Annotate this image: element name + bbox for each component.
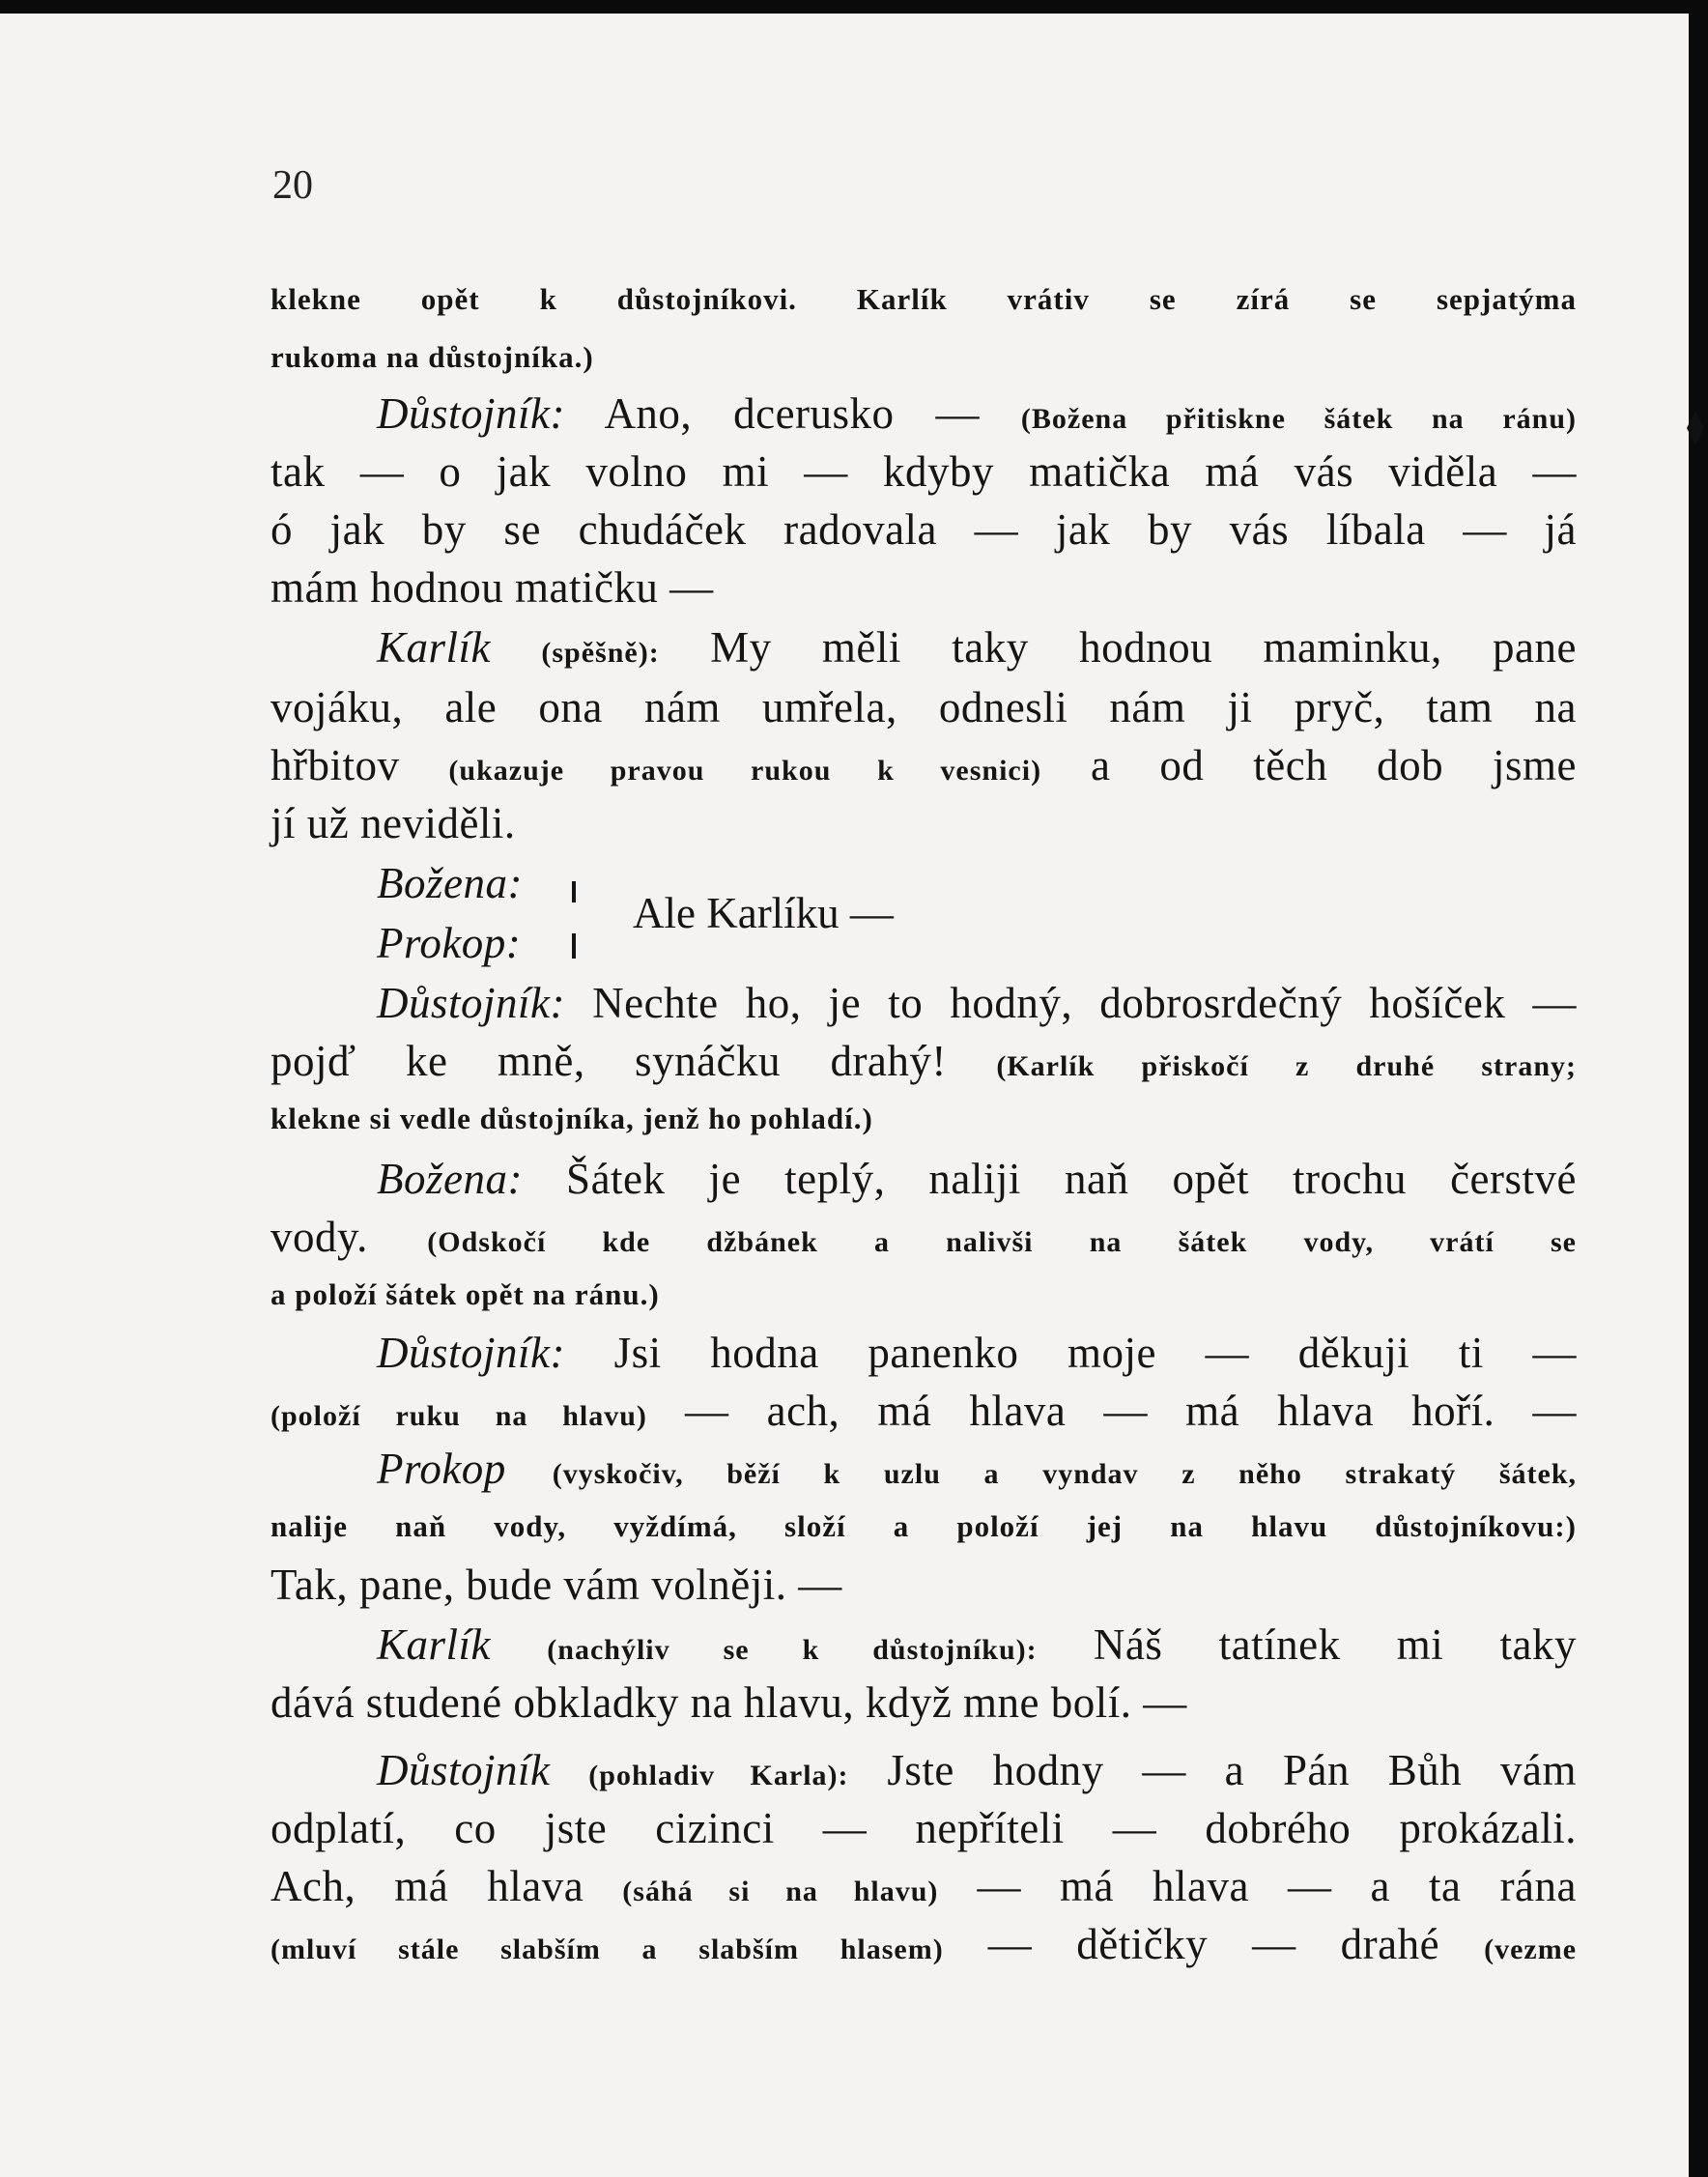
text-line [270, 1674, 1577, 1732]
speaker-name: Důstojník: [377, 979, 565, 1027]
text-line [270, 736, 1577, 800]
dialogue-text: a od těch dob jsme [1090, 741, 1578, 789]
text-line [377, 854, 667, 912]
speaker-name: Prokop: [377, 919, 522, 967]
text-line [270, 1266, 1577, 1324]
page-edge-marker [1687, 411, 1704, 428]
stage-direction: rukoma na důstojníka.) [270, 340, 594, 374]
dialogue-text: — dětičky — drahé [987, 1920, 1440, 1968]
dialogue-text: tak — o jak volno mi — kdyby matička má vás viděla — [270, 447, 1577, 496]
speaker-name: Důstojník: [377, 1329, 565, 1377]
dialogue-text: My měli taky hodnou maminku, pane [710, 623, 1577, 672]
brace-mark [572, 881, 576, 902]
text-line [377, 1440, 1577, 1504]
stage-direction: (sáhá si na hlavu) [622, 1876, 939, 1907]
page-number: 20 [272, 163, 313, 208]
stage-direction: (Božena přitiskne šátek na ránu) [1020, 403, 1577, 435]
stage-direction: nalije naň vody, vyždímá, složí a položí jej na hlavu důstojníkovu:) [270, 1509, 1577, 1543]
text-line [270, 443, 1577, 501]
stage-direction: (mluví stále slabším a slabším hlasem) [270, 1934, 944, 1965]
dialogue-text: — má hlava — a ta rána [977, 1862, 1578, 1910]
speaker-name: Božena: [377, 1155, 523, 1203]
stage-direction: (položí ruku na hlavu) [270, 1400, 647, 1432]
text-line [377, 1324, 1577, 1382]
text-line [270, 559, 1577, 616]
speaker-name: Karlík [377, 1620, 492, 1669]
stage-direction: klekne opět k důstojníkovi. Karlík vrátiv se zírá se sepjatýma [270, 282, 1577, 316]
text-line [377, 1150, 1577, 1208]
dialogue-text: Nechte ho, je to hodný, dobrosrdečný hošíček — [592, 979, 1577, 1027]
text-line [377, 1616, 1577, 1679]
dialogue-text: Šátek je teplý, naliji naň opět trochu čerstvé [566, 1155, 1578, 1203]
speaker-name: Božena: [377, 859, 523, 907]
stage-direction: (ukazuje pravou rukou k vesnici) [448, 755, 1042, 787]
dialogue-text: Jsi hodna panenko moje — děkuji ti — [613, 1329, 1577, 1377]
stage-direction: (Karlík přiskočí z druhé strany; [996, 1050, 1577, 1082]
text-line [377, 914, 667, 972]
page-edge-marker [1687, 428, 1704, 445]
text-line [270, 1498, 1577, 1556]
text-line [377, 1741, 1577, 1805]
text-line [270, 1857, 1577, 1921]
stage-direction: a položí šátek opět na ránu.) [270, 1277, 660, 1311]
dialogue-text: Ach, má hlava [270, 1862, 584, 1910]
dialogue-text: pojď ke mně, synáčku drahý! [270, 1037, 947, 1085]
stage-direction: (pohladiv Karla): [588, 1760, 849, 1791]
dialogue-text: hřbitov [270, 741, 400, 789]
text-line [270, 1032, 1577, 1096]
dialogue-text: Jste hodny — a Pán Bůh vám [887, 1746, 1578, 1794]
dialogue-text: Náš tatínek mi taky [1093, 1620, 1578, 1669]
dialogue-text: Tak, pane, bude vám volněji. — [270, 1561, 842, 1609]
speaker-name: Důstojník [377, 1746, 551, 1794]
text-line [270, 329, 1577, 387]
scan-border-top [0, 0, 1708, 14]
speaker-name: Prokop [377, 1445, 506, 1493]
dialogue-text: vody. [270, 1213, 368, 1261]
dialogue-text: vojáku, ale ona nám umřela, odnesli nám ji pryč, tam na [270, 683, 1577, 731]
brace-mark [572, 933, 576, 959]
stage-direction: klekne si vedle důstojníka, jenž ho pohladí.) [270, 1102, 873, 1135]
text-line [270, 501, 1577, 559]
text-line [270, 794, 1577, 852]
speaker-name: Karlík [377, 623, 492, 672]
dialogue-text: ó jak by se chudáček radovala — jak by vás líbala — já [270, 505, 1577, 554]
text-line [377, 974, 1577, 1032]
dialogue-text: Ano, dcerusko — [604, 389, 980, 438]
text-line [270, 1915, 1577, 1979]
text-line [270, 1799, 1577, 1857]
stage-direction: (spěšně): [541, 637, 660, 669]
text-line [270, 1090, 1577, 1148]
scan-border-right [1689, 0, 1708, 2177]
text-line [377, 618, 1577, 682]
dialogue-text: odplatí, co jste cizinci — nepříteli — dobrého prokázali. [270, 1804, 1577, 1852]
stage-direction: (nachýliv se k důstojníku): [547, 1634, 1038, 1666]
dialogue-text: — ach, má hlava — má hlava hoří. — [685, 1387, 1577, 1435]
dialogue-text: jí už neviděli. [270, 799, 516, 847]
text-line [270, 271, 1577, 329]
text-line [377, 385, 1577, 448]
speaker-name: Důstojník: [377, 389, 565, 438]
text-line [270, 1208, 1577, 1272]
text-line [270, 1556, 1577, 1614]
stage-direction: (vezme [1484, 1934, 1578, 1965]
stage-direction: (vyskočiv, běží k uzlu a vyndav z něho strakatý šátek, [552, 1458, 1577, 1490]
dialogue-text: mám hodnou matičku — [270, 563, 714, 612]
stage-direction: (Odskočí kde džbánek a nalivši na šátek vody, vrátí se [427, 1226, 1578, 1258]
dialogue-text: dává studené obkladky na hlavu, když mne bolí. — [270, 1678, 1187, 1727]
shared-dialogue: Ale Karlíku — [633, 889, 894, 937]
text-line [270, 1382, 1577, 1446]
text-line [270, 678, 1577, 736]
